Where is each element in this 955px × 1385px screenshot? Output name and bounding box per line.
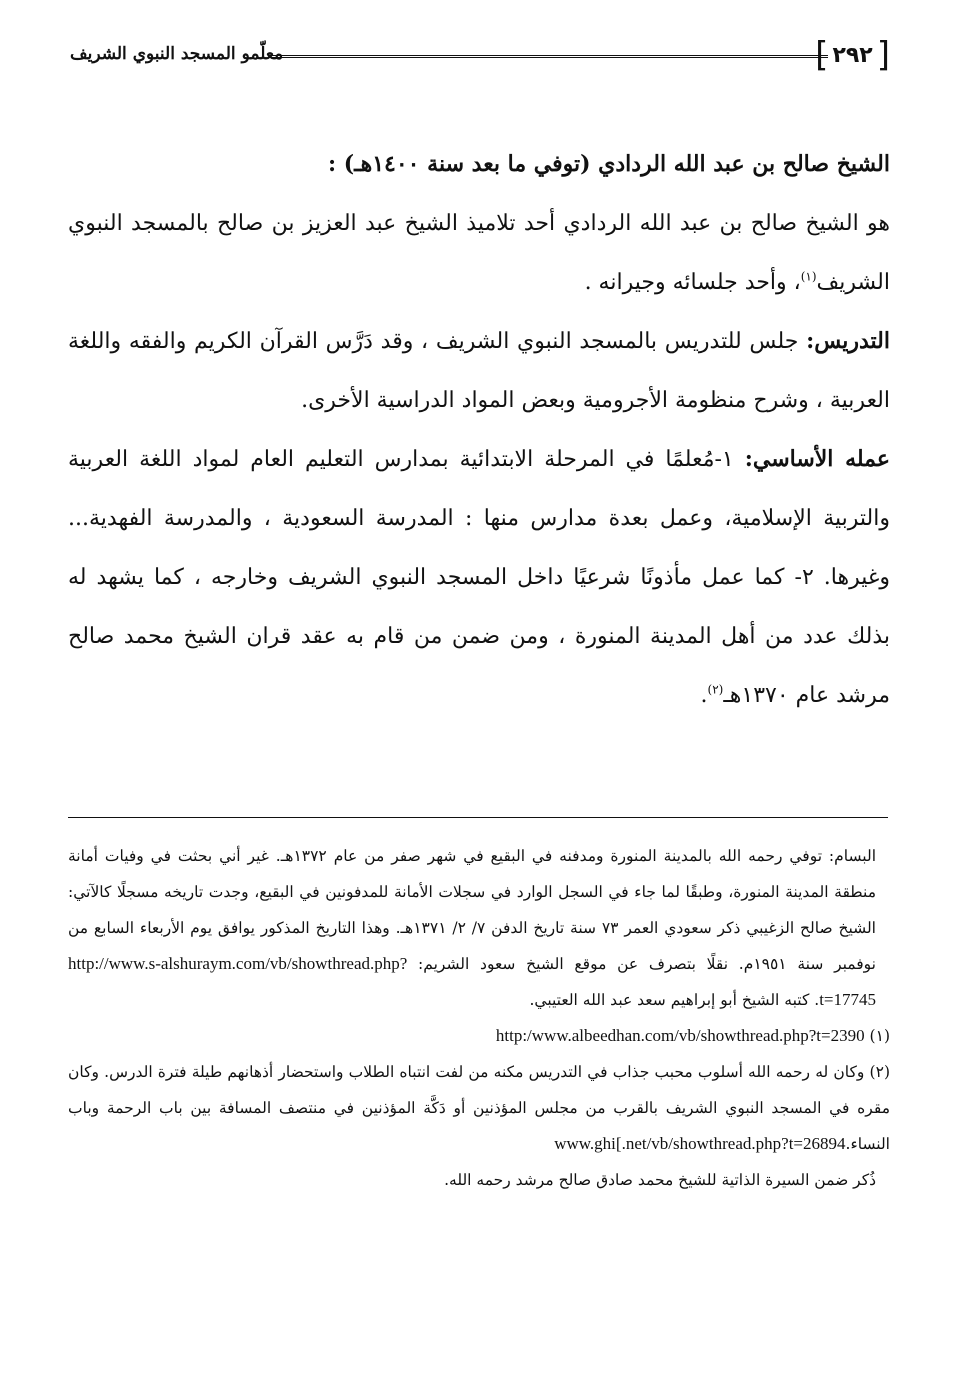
footnote-2 <box>68 1054 890 1162</box>
footnote-continued-tail: . كتبه الشيخ أبو إبراهيم سعد عبد الله العتيبي. <box>529 991 820 1009</box>
footnote-continued <box>68 838 890 1018</box>
work-label: عمله الأساسي: <box>744 446 890 472</box>
footnotes <box>68 838 890 1198</box>
left-bracket: [ <box>815 35 829 75</box>
work-paragraph <box>68 430 890 725</box>
teaching-label: التدريس: <box>806 328 890 354</box>
work-text: ١-مُعلمًا في المرحلة الابتدائية بمدارس التعليم العام لمواد اللغة العربية والتربية الإسلامية، وعمل بعدة مدارس منها : المدرسة السعودية ، والمدرسة الفهدية... وغيرها. ٢- كما عمل مأذونًا شرعيًا داخل المسجد النبوي الشريف وخارجه ، كما يشهد له بذلك عدد من أهل المدينة المنورة ، ومن ضمن من قام به عقد قران الشيخ محمد صالح مرشد عام ١٣٧٠هـ <box>68 447 890 708</box>
footnote-separator <box>68 817 888 818</box>
footnote-1-url: http:/www.albeedhan.com/vb/showthread.php?t=2390 <box>495 1026 865 1045</box>
footnote-1 <box>68 1018 890 1054</box>
footnote-2-text: وكان له رحمه الله أسلوب محبب جذاب في التدريس مكنه من لفت انتباه الطلاب واستحضار أذهانهم طيلة فترة الدرس. وكان مقره في المسجد النبوي الشريف بالقرب من مجلس المؤذنين أو دَكَّة المؤذنين في منتصف المسافة بين باب الرحمة وباب النساء. <box>68 1063 890 1153</box>
running-header <box>70 30 890 80</box>
footnote-2-marker: (٢) <box>869 1063 890 1081</box>
intro-paragraph <box>68 194 890 312</box>
footnote-ref-2: (٢) <box>707 682 724 697</box>
right-bracket: ] <box>876 35 890 75</box>
header-rule <box>270 55 828 60</box>
work-tail: . <box>700 683 708 708</box>
footnote-1-marker: (١) <box>869 1027 890 1045</box>
running-title: معلّمو المسجد النبوي الشريف <box>70 44 284 64</box>
intro-text: هو الشيخ صالح بن عبد الله الردادي أحد تلاميذ الشيخ عبد العزيز بن صالح بالمسجد النبوي الشريف <box>68 211 890 295</box>
footnote-2-last: ذُكر ضمن السيرة الذاتية للشيخ محمد صادق صالح مرشد رحمه الله. <box>444 1171 876 1189</box>
footnote-continued-url: http://www.s-alshuraym.com/vb/showthread.php?t=17745 <box>68 954 876 1009</box>
main-text <box>68 135 890 725</box>
page-number: ٢٩٢ <box>832 42 873 68</box>
footnote-ref-1: (١) <box>800 269 817 284</box>
teaching-text: جلس للتدريس بالمسجد النبوي الشريف ، وقد دَرَّس القرآن الكريم والفقه واللغة العربية ، وشرح منظومة الأجرومية وبعض المواد الدراسية الأخرى. <box>68 329 890 413</box>
section-title: الشيخ صالح بن عبد الله الردادي (توفي ما بعد سنة ١٤٠٠هـ) : <box>327 151 890 177</box>
teaching-paragraph <box>68 312 890 430</box>
intro-tail: ، وأحد جلسائه وجيرانه . <box>584 270 801 295</box>
footnote-continued-text: البسام: توفي رحمه الله بالمدينة المنورة ومدفنه في البقيع في شهر صفر من عام ١٣٧٢هـ. غير أني بحثت في وفيات أمانة منطقة المدينة المنورة، وطبقًا لما جاء في السجل الوارد في سجلات الأمانة للمدفونين في البقيع، وجدت تاريخه مسجلًا كالآتي: الشيخ صالح الزغيبي ذكر سعودي العمر ٧٣ سنة تاريخ الدفن ٧/ ٢/ ١٣٧١هـ. وهذا التاريخ المذكور يوافق يوم الأربعاء السابع من نوفمبر سنة ١٩٥١م. نقلًا بتصرف عن موقع الشيخ سعود الشريم: <box>68 847 877 973</box>
page-number-box <box>815 34 890 76</box>
footnote-2-url: www.ghi[.net/vb/showthread.php?t=26894 <box>554 1134 846 1153</box>
